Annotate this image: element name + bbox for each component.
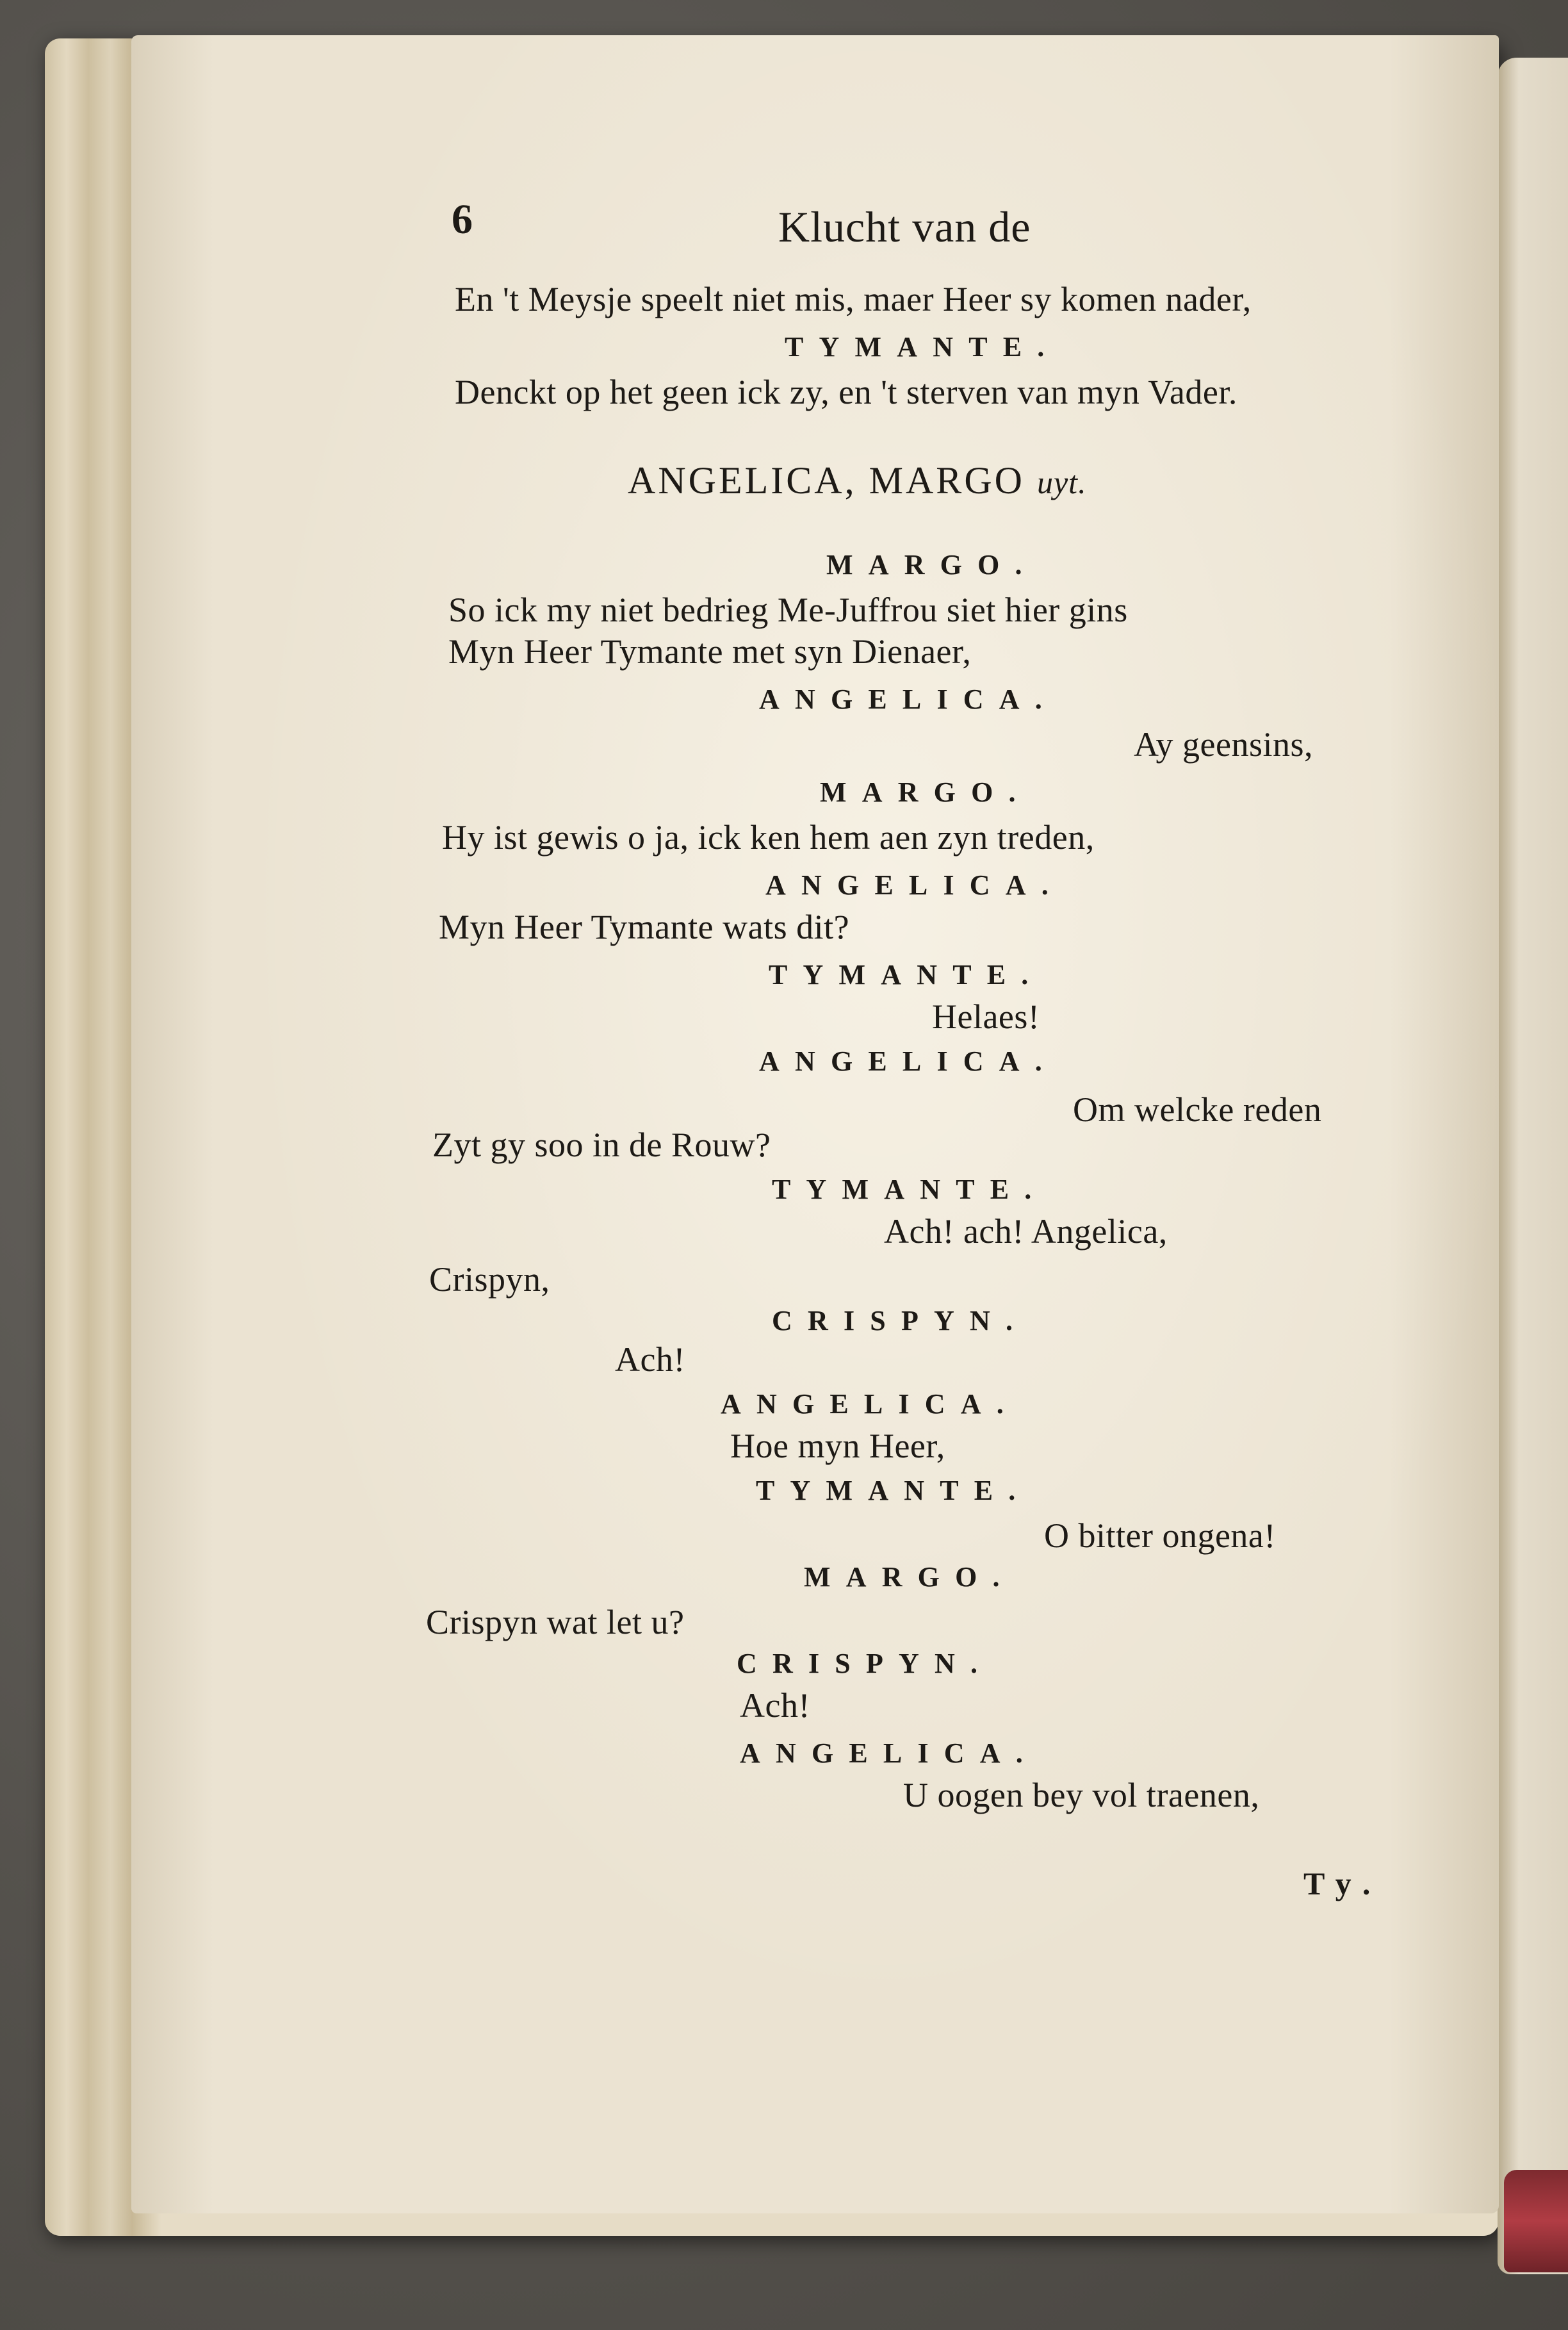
speaker-name: ANGELICA. bbox=[740, 1737, 1038, 1769]
verse-line: Denckt op het geen ick zy, en 't sterven van myn Vader. bbox=[455, 373, 1237, 411]
speaker-name: TYMANTE. bbox=[769, 959, 1044, 990]
verse-line: O bitter ongena! bbox=[1044, 1516, 1276, 1555]
speaker-name: ANGELICA. bbox=[759, 684, 1058, 715]
verse-line: Crispyn wat let u? bbox=[426, 1603, 685, 1641]
speaker-name: TYMANTE. bbox=[772, 1174, 1047, 1205]
speaker-name: ANGELICA. bbox=[721, 1388, 1019, 1420]
scene-heading-direction: uyt. bbox=[1036, 464, 1087, 500]
verse-line: Helaes! bbox=[932, 997, 1040, 1036]
red-binding bbox=[1504, 2170, 1568, 2272]
verse-line: Ach! bbox=[615, 1340, 685, 1379]
scene-heading bbox=[628, 461, 1087, 500]
verse-line: Myn Heer Tymante wats dit? bbox=[439, 908, 850, 946]
speaker-name: MARGO. bbox=[826, 549, 1038, 580]
catchword: Ty. bbox=[1303, 1866, 1384, 1901]
facing-page bbox=[1498, 58, 1568, 2274]
speaker-name: MARGO. bbox=[804, 1561, 1015, 1593]
scene-heading-names: ANGELICA, MARGO bbox=[628, 459, 1025, 502]
speaker-name: CRISPYN. bbox=[772, 1305, 1029, 1336]
verse-line: Myn Heer Tymante met syn Dienaer, bbox=[448, 632, 972, 671]
book-page bbox=[131, 35, 1499, 2213]
page-number: 6 bbox=[452, 196, 473, 243]
verse-line: So ick my niet bedrieg Me-Juffrou siet hier gins bbox=[448, 591, 1128, 629]
verse-line: U oogen bey vol traenen, bbox=[903, 1776, 1260, 1814]
speaker-name: ANGELICA. bbox=[765, 869, 1064, 901]
verse-line: Ay geensins, bbox=[1134, 725, 1314, 764]
speaker-name: MARGO. bbox=[820, 776, 1031, 808]
speaker-name: TYMANTE. bbox=[785, 331, 1060, 363]
verse-line: Om welcke reden bbox=[1073, 1090, 1322, 1129]
verse-line: Ach! ach! Angelica, bbox=[884, 1212, 1168, 1251]
speaker-name: CRISPYN. bbox=[737, 1648, 993, 1679]
verse-line: Zyt gy soo in de Rouw? bbox=[432, 1126, 771, 1164]
verse-line: Ach! bbox=[740, 1686, 810, 1725]
speaker-name: ANGELICA. bbox=[759, 1046, 1058, 1077]
speaker-name: TYMANTE. bbox=[756, 1475, 1031, 1506]
verse-line: Crispyn, bbox=[429, 1260, 550, 1299]
running-title: Klucht van de bbox=[778, 202, 1031, 251]
verse-line: Hy ist gewis o ja, ick ken hem aen zyn treden, bbox=[442, 818, 1095, 857]
verse-line: En 't Meysje speelt niet mis, maer Heer sy komen nader, bbox=[455, 280, 1252, 318]
verse-line: Hoe myn Heer, bbox=[730, 1427, 945, 1465]
